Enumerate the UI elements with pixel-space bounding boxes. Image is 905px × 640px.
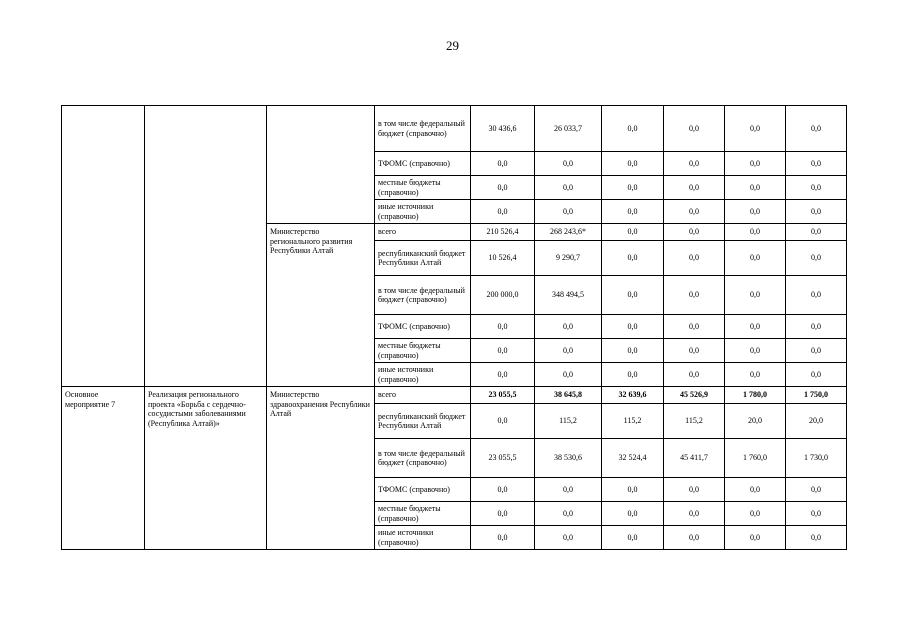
value-cell: 0,0 (602, 106, 664, 152)
value-cell: 200 000,0 (471, 276, 535, 315)
value-cell: 0,0 (535, 478, 602, 502)
value-cell: 0,0 (535, 526, 602, 550)
value-cell: 0,0 (725, 363, 786, 387)
value-cell: 0,0 (602, 152, 664, 176)
value-cell: 0,0 (535, 152, 602, 176)
value-cell: 1 760,0 (725, 439, 786, 478)
value-cell: 0,0 (602, 241, 664, 276)
value-cell: 0,0 (471, 200, 535, 224)
funding-source-cell: местные бюджеты (справочно) (375, 502, 471, 526)
page-number: 29 (446, 38, 459, 53)
value-cell: 30 436,6 (471, 106, 535, 152)
table-row (62, 106, 847, 152)
value-cell: 348 494,5 (535, 276, 602, 315)
event-name-cell (145, 106, 267, 387)
funding-source-cell: ТФОМС (справочно) (375, 152, 471, 176)
table-row (62, 387, 847, 404)
value-cell: 115,2 (602, 404, 664, 439)
value-cell: 0,0 (664, 502, 725, 526)
value-cell: 0,0 (602, 315, 664, 339)
value-cell: 0,0 (471, 176, 535, 200)
value-cell: 0,0 (535, 176, 602, 200)
value-cell: 1 780,0 (725, 387, 786, 404)
value-cell: 1 730,0 (786, 439, 847, 478)
value-cell: 0,0 (535, 339, 602, 363)
value-cell: 0,0 (725, 502, 786, 526)
value-cell: 26 033,7 (535, 106, 602, 152)
value-cell: 268 243,6* (535, 224, 602, 241)
executor-cell (267, 106, 375, 224)
value-cell: 38 645,8 (535, 387, 602, 404)
value-cell: 0,0 (602, 526, 664, 550)
value-cell: 0,0 (664, 526, 725, 550)
value-cell: 0,0 (471, 526, 535, 550)
value-cell: 0,0 (725, 526, 786, 550)
funding-source-cell: в том числе федеральный бюджет (справочно) (375, 439, 471, 478)
funding-source-cell: в том числе федеральный бюджет (справочно) (375, 276, 471, 315)
value-cell: 20,0 (725, 404, 786, 439)
value-cell: 0,0 (786, 526, 847, 550)
value-cell: 0,0 (602, 224, 664, 241)
value-cell: 0,0 (602, 339, 664, 363)
budget-table (61, 105, 847, 550)
value-cell: 0,0 (602, 363, 664, 387)
value-cell: 0,0 (471, 502, 535, 526)
value-cell: 0,0 (725, 200, 786, 224)
value-cell: 0,0 (602, 502, 664, 526)
value-cell: 0,0 (786, 315, 847, 339)
value-cell: 0,0 (786, 502, 847, 526)
value-cell: 0,0 (725, 106, 786, 152)
value-cell: 0,0 (786, 276, 847, 315)
value-cell: 32 524,4 (602, 439, 664, 478)
value-cell: 0,0 (471, 339, 535, 363)
value-cell: 0,0 (664, 224, 725, 241)
value-cell: 0,0 (471, 404, 535, 439)
value-cell: 0,0 (786, 106, 847, 152)
value-cell: 0,0 (664, 176, 725, 200)
value-cell: 0,0 (471, 478, 535, 502)
funding-source-cell: иные источники (справочно) (375, 200, 471, 224)
funding-source-cell: иные источники (справочно) (375, 526, 471, 550)
funding-source-cell: иные источники (справочно) (375, 363, 471, 387)
value-cell: 0,0 (535, 200, 602, 224)
funding-source-cell: ТФОМС (справочно) (375, 478, 471, 502)
value-cell: 38 530,6 (535, 439, 602, 478)
value-cell: 0,0 (725, 224, 786, 241)
value-cell: 0,0 (664, 106, 725, 152)
value-cell: 0,0 (602, 200, 664, 224)
value-cell: 0,0 (535, 315, 602, 339)
event-name-cell: Реализация регионального проекта «Борьба с сердечно-сосудистыми заболеваниями (Республика Алтай)» (145, 387, 267, 550)
value-cell: 0,0 (535, 363, 602, 387)
value-cell: 0,0 (786, 224, 847, 241)
executor-ministry-regional-cell: Министерство регионального развития Республики Алтай (267, 224, 375, 387)
value-cell: 0,0 (471, 152, 535, 176)
event-label-cell: Основное мероприятие 7 (62, 387, 145, 550)
value-cell: 20,0 (786, 404, 847, 439)
value-cell: 0,0 (664, 276, 725, 315)
value-cell: 0,0 (725, 276, 786, 315)
value-cell: 0,0 (664, 241, 725, 276)
value-cell: 10 526,4 (471, 241, 535, 276)
value-cell: 0,0 (725, 152, 786, 176)
value-cell: 0,0 (535, 502, 602, 526)
value-cell: 45 526,9 (664, 387, 725, 404)
value-cell: 0,0 (602, 176, 664, 200)
value-cell: 0,0 (664, 339, 725, 363)
funding-source-cell: местные бюджеты (справочно) (375, 176, 471, 200)
value-cell: 1 750,0 (786, 387, 847, 404)
event-label-cell (62, 106, 145, 387)
value-cell: 115,2 (535, 404, 602, 439)
value-cell: 0,0 (725, 339, 786, 363)
value-cell: 0,0 (664, 200, 725, 224)
value-cell: 0,0 (664, 478, 725, 502)
value-cell: 0,0 (786, 339, 847, 363)
value-cell: 0,0 (786, 363, 847, 387)
value-cell: 115,2 (664, 404, 725, 439)
value-cell: 0,0 (664, 152, 725, 176)
value-cell: 0,0 (471, 315, 535, 339)
value-cell: 23 055,5 (471, 439, 535, 478)
funding-source-cell: всего (375, 224, 471, 241)
value-cell: 210 526,4 (471, 224, 535, 241)
value-cell: 23 055,5 (471, 387, 535, 404)
funding-source-cell: республиканский бюджет Республики Алтай (375, 404, 471, 439)
value-cell: 0,0 (602, 276, 664, 315)
value-cell: 0,0 (725, 478, 786, 502)
value-cell: 0,0 (786, 241, 847, 276)
funding-source-cell: местные бюджеты (справочно) (375, 339, 471, 363)
value-cell: 32 639,6 (602, 387, 664, 404)
funding-source-cell: всего (375, 387, 471, 404)
value-cell: 0,0 (664, 363, 725, 387)
value-cell: 0,0 (725, 176, 786, 200)
funding-source-cell: ТФОМС (справочно) (375, 315, 471, 339)
executor-ministry-health-cell: Министерство здравоохранения Республики Алтай (267, 387, 375, 550)
value-cell: 0,0 (471, 363, 535, 387)
value-cell: 9 290,7 (535, 241, 602, 276)
value-cell: 0,0 (786, 176, 847, 200)
value-cell: 0,0 (602, 478, 664, 502)
funding-source-cell: республиканский бюджет Республики Алтай (375, 241, 471, 276)
value-cell: 0,0 (786, 152, 847, 176)
value-cell: 0,0 (786, 478, 847, 502)
value-cell: 0,0 (725, 241, 786, 276)
value-cell: 0,0 (664, 315, 725, 339)
budget-table-body (62, 106, 847, 550)
value-cell: 0,0 (786, 200, 847, 224)
value-cell: 45 411,7 (664, 439, 725, 478)
funding-source-cell: в том числе федеральный бюджет (справочно) (375, 106, 471, 152)
value-cell: 0,0 (725, 315, 786, 339)
